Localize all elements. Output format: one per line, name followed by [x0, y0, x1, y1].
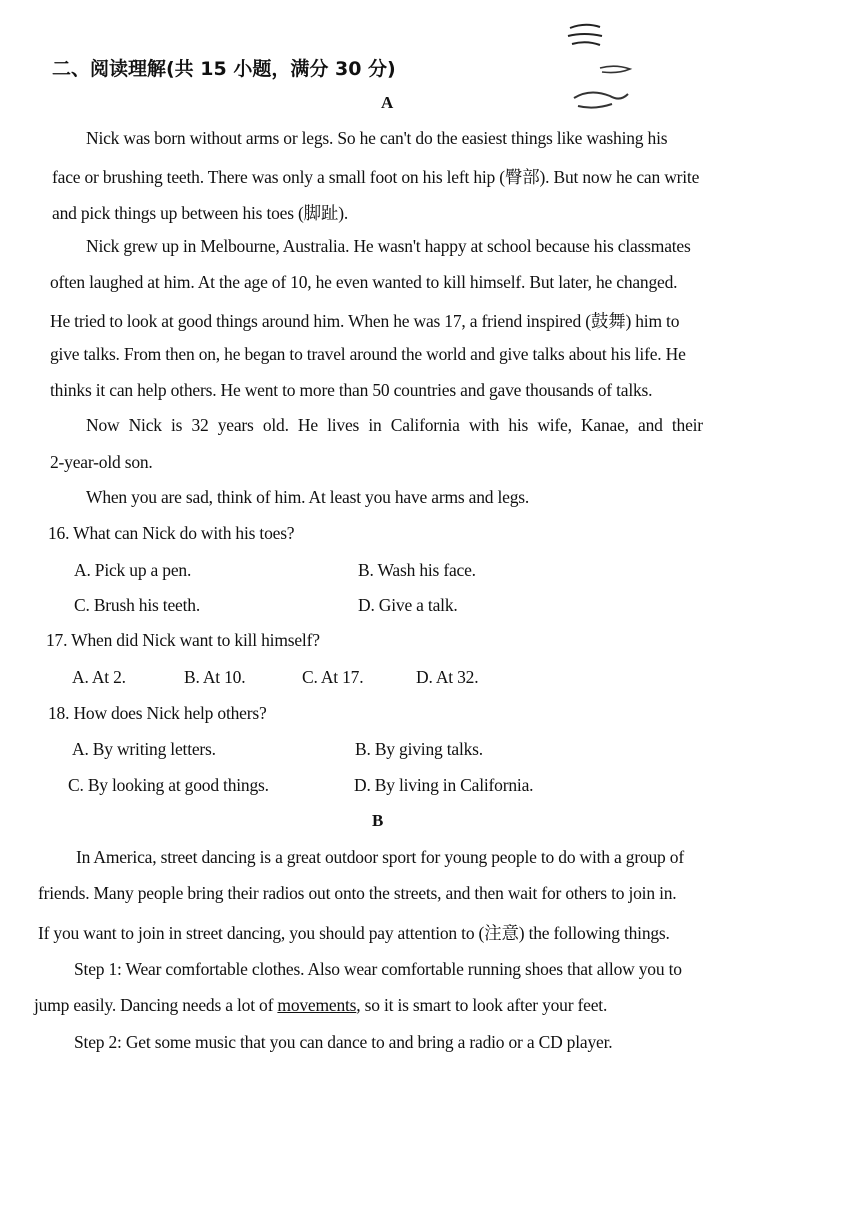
passage-b-line	[34, 995, 607, 1016]
passage-a-line: When you are sad, think of him. At least you have arms and legs.	[86, 487, 530, 507]
passage-b-line: Step 2: Get some music that you can dance to and bring a radio or a CD player.	[74, 1032, 613, 1052]
question-18-option-a: A. By writing letters.	[72, 739, 216, 759]
underlined-word: movements	[277, 995, 357, 1015]
passage-a-line: thinks it can help others. He went to more than 50 countries and gave thousands of talks.	[50, 380, 653, 400]
passage-a-line: Now Nick is 32 years old. He lives in California with his wife, Kanae, and their	[86, 415, 703, 435]
passage-a-line: and pick things up between his toes (脚趾).	[52, 203, 349, 223]
question-16-option-b: B. Wash his face.	[358, 560, 476, 580]
question-18-option-d: D. By living in California.	[354, 775, 534, 795]
passage-b-line: friends. Many people bring their radios out onto the streets, and then wait for others to join in.	[38, 883, 677, 903]
question-16-stem: 16. What can Nick do with his toes?	[48, 523, 295, 543]
passage-b-text: jump easily. Dancing needs a lot of	[34, 995, 278, 1015]
question-17-option-d: D. At 32.	[416, 667, 479, 687]
passage-a-line: often laughed at him. At the age of 10, he even wanted to kill himself. But later, he changed.	[50, 272, 678, 292]
passage-b-line: In America, street dancing is a great outdoor sport for young people to do with a group of	[76, 847, 684, 867]
question-18-option-b: B. By giving talks.	[355, 739, 483, 759]
passage-a-line: 2-year-old son.	[50, 452, 153, 472]
passage-a-line: Nick was born without arms or legs. So he can't do the easiest things like washing his	[86, 128, 668, 148]
question-17-option-a: A. At 2.	[72, 667, 126, 687]
question-16-option-a: A. Pick up a pen.	[74, 560, 192, 580]
passage-b-label: B	[372, 811, 384, 830]
question-16-option-d: D. Give a talk.	[358, 595, 458, 615]
question-18-option-c: C. By looking at good things.	[68, 775, 269, 795]
question-17-option-b: B. At 10.	[184, 667, 246, 687]
question-17-stem: 17. When did Nick want to kill himself?	[46, 630, 320, 650]
passage-b-line: If you want to join in street dancing, you should pay attention to (注意) the following things.	[38, 923, 670, 943]
passage-b-text: , so it is smart to look after your feet.	[356, 995, 608, 1015]
passage-a-label: A	[381, 93, 394, 112]
question-16-option-c: C. Brush his teeth.	[74, 595, 200, 615]
passage-a-line: Nick grew up in Melbourne, Australia. He wasn't happy at school because his classmates	[86, 236, 691, 256]
handwritten-scribble	[560, 18, 650, 118]
passage-a-line: He tried to look at good things around him. When he was 17, a friend inspired (鼓舞) him to	[50, 311, 680, 331]
passage-b-line: Step 1: Wear comfortable clothes. Also wear comfortable running shoes that allow you to	[74, 959, 682, 979]
question-18-stem: 18. How does Nick help others?	[48, 703, 267, 723]
passage-a-line: give talks. From then on, he began to travel around the world and give talks about his life. He	[50, 344, 686, 364]
section-title: 二、阅读理解(共 15 小题，满分 30 分)	[52, 58, 396, 80]
question-17-option-c: C. At 17.	[302, 667, 364, 687]
passage-a-line: face or brushing teeth. There was only a small foot on his left hip (臀部). But now he can write	[52, 167, 700, 187]
